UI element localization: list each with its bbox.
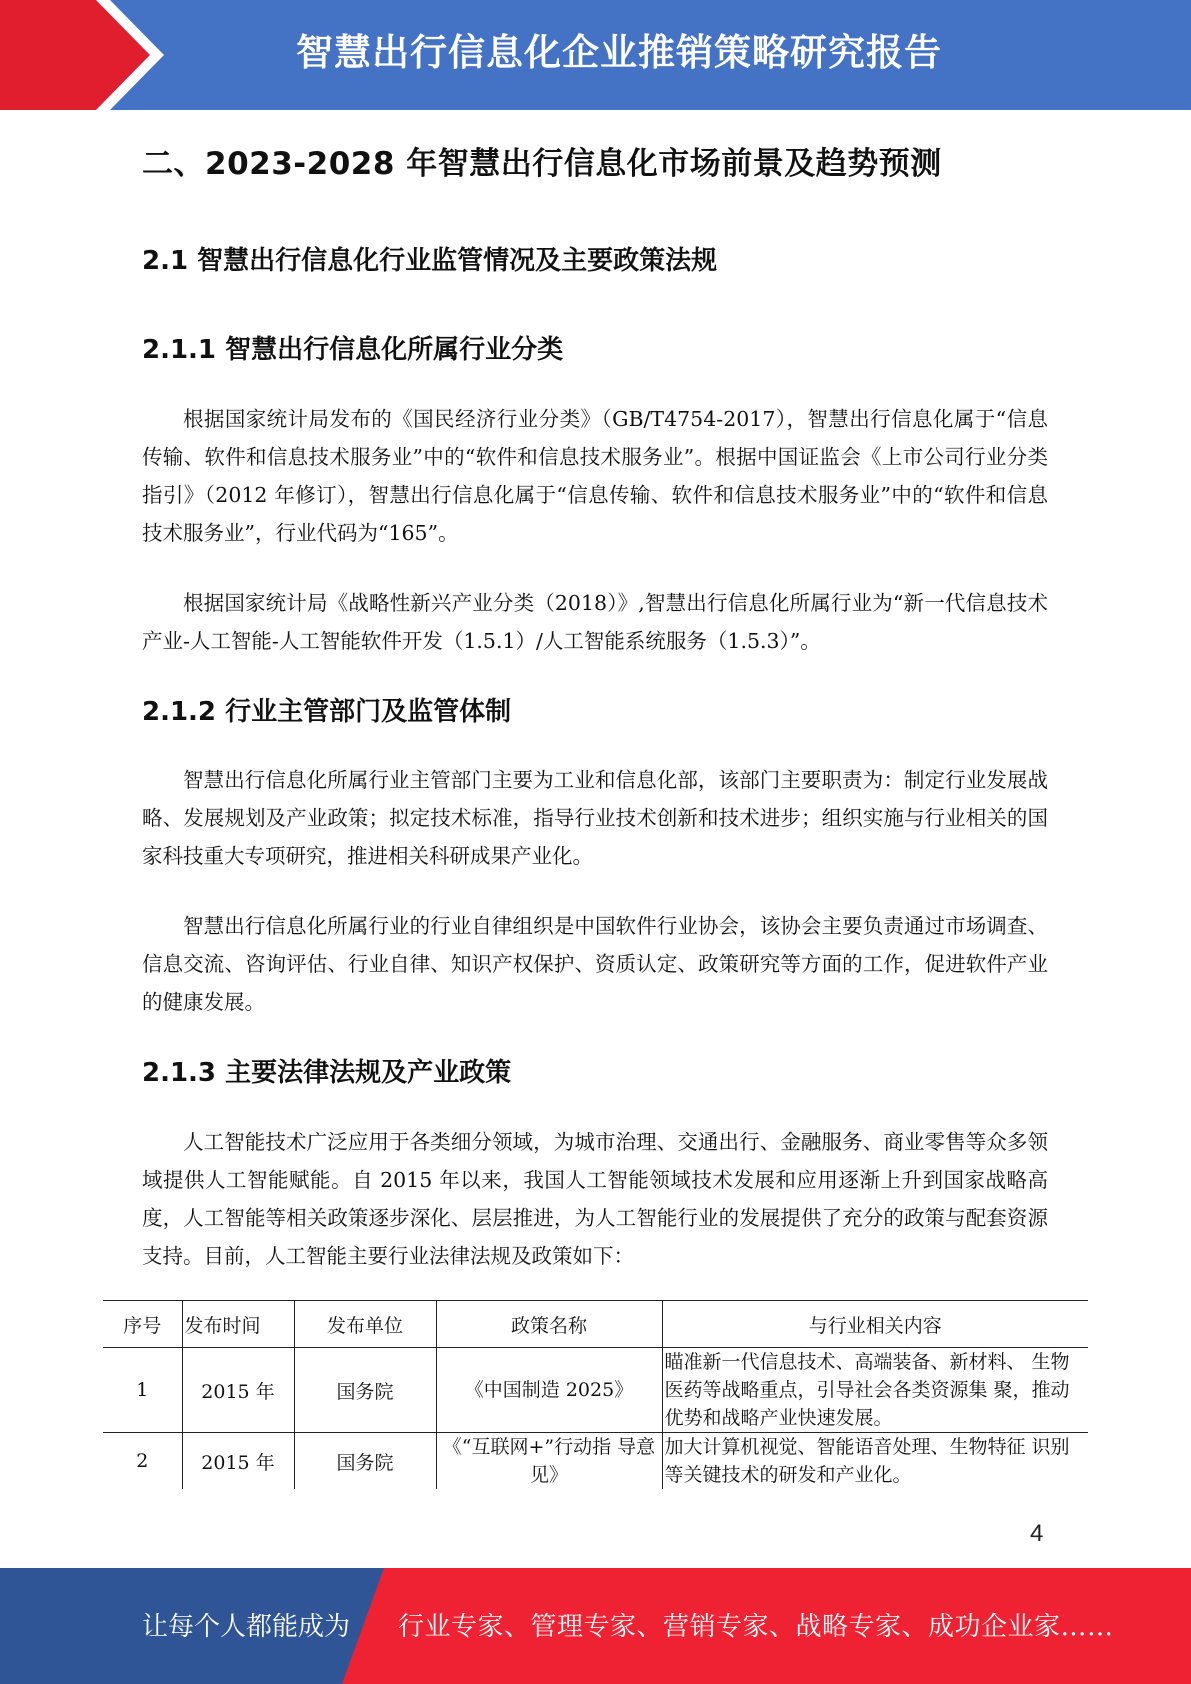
cell-policy-name: 《中国制造 2025》: [436, 1348, 662, 1433]
paragraph-self-regulation: 智慧出行信息化所属行业的行业自律组织是中国软件行业协会，该协会主要负责通过市场调查、信息交流、咨询评估、行业自律、知识产权保护、资质认定、政策研究等方面的工作，促进软件产业的健康发展。: [142, 914, 1048, 1014]
paragraph-regulator: 智慧出行信息化所属行业主管部门主要为工业和信息化部，该部门主要职责为：制定行业发展战略、发展规划及产业政策；拟定技术标准，指导行业技术创新和技术进步；组织实施与行业相关的国家科技重大专项研究，推进相关科研成果产业化。: [142, 768, 1048, 868]
table-row: [103, 1433, 1088, 1490]
page-number: 4: [1030, 1520, 1044, 1547]
cell-index: 1: [103, 1348, 182, 1433]
cell-content: 加大计算机视觉、智能语音处理、生物特征 识别等关键技术的研发和产业化。: [662, 1433, 1088, 1490]
col-header-policy-name: 政策名称: [436, 1301, 662, 1348]
paragraph-strategic-classification: 根据国家统计局《战略性新兴产业分类（2018）》,智慧出行信息化所属行业为“新一代信息技术产业-人工智能-人工智能软件开发（1.5.1）/人工智能系统服务（1.5.3）”。: [142, 591, 1048, 653]
cell-policy-name: 《“互联网+”行动指 导意见》: [436, 1433, 662, 1490]
table-header-row: [103, 1301, 1088, 1348]
table-row: [103, 1348, 1088, 1433]
report-title: 智慧出行信息化企业推销策略研究报告: [296, 31, 942, 74]
col-header-index: 序号: [103, 1301, 182, 1348]
col-header-content: 与行业相关内容: [662, 1301, 1088, 1348]
cell-content: 瞄准新一代信息技术、高端装备、新材料、 生物医药等战略重点，引导社会各类资源集 聚，推动优势和战略产业快速发展。: [662, 1348, 1088, 1433]
cell-index: 2: [103, 1433, 182, 1490]
subsection-2-1-3-heading: 2.1.3 主要法律法规及产业政策: [142, 1058, 512, 1088]
paragraph-policies-intro: 人工智能技术广泛应用于各类细分领域，为城市治理、交通出行、金融服务、商业零售等众多领域提供人工智能赋能。自 2015 年以来，我国人工智能领域技术发展和应用逐渐上升到国家战略高度，人工智能等相关政策逐步深化、层层推进，为人工智能行业的发展提供了充分的政策与配套资源支持。目前，人工智能主要行业法律法规及政策如下：: [142, 1130, 1048, 1268]
cell-issuer: 国务院: [294, 1433, 436, 1490]
footer-slogan-left: 让每个人都能成为: [142, 1612, 351, 1642]
report-header-band: [0, 0, 1191, 110]
paragraph-industry-classification: 根据国家统计局发布的《国民经济行业分类》（GB/T4754-2017），智慧出行信息化属于“信息传输、软件和信息技术服务业”中的“软件和信息技术服务业”。根据中国证监会《上市公司行业分类指引》（2012 年修订），智慧出行信息化属于“信息传输、软件和信息技术服务业”中的“软件和信息技术服务业”，行业代码为“165”。: [142, 407, 1048, 545]
col-header-date: 发布时间: [182, 1301, 294, 1348]
cell-issuer: 国务院: [294, 1348, 436, 1433]
cell-date: 2015 年: [182, 1348, 294, 1433]
subsection-2-1-heading: 2.1 智慧出行信息化行业监管情况及主要政策法规: [142, 246, 718, 276]
subsection-2-1-1-heading: 2.1.1 智慧出行信息化所属行业分类: [142, 335, 564, 365]
footer-slogan-right: 行业专家、管理专家、营销专家、战略专家、成功企业家……: [398, 1612, 1114, 1642]
section-title: 二、2023-2028 年智慧出行信息化市场前景及趋势预测: [142, 146, 942, 182]
report-footer-band: [0, 1568, 1191, 1684]
cell-date: 2015 年: [182, 1433, 294, 1490]
policy-table: [103, 1300, 1088, 1489]
subsection-2-1-2-heading: 2.1.2 行业主管部门及监管体制: [142, 697, 512, 727]
col-header-issuer: 发布单位: [294, 1301, 436, 1348]
